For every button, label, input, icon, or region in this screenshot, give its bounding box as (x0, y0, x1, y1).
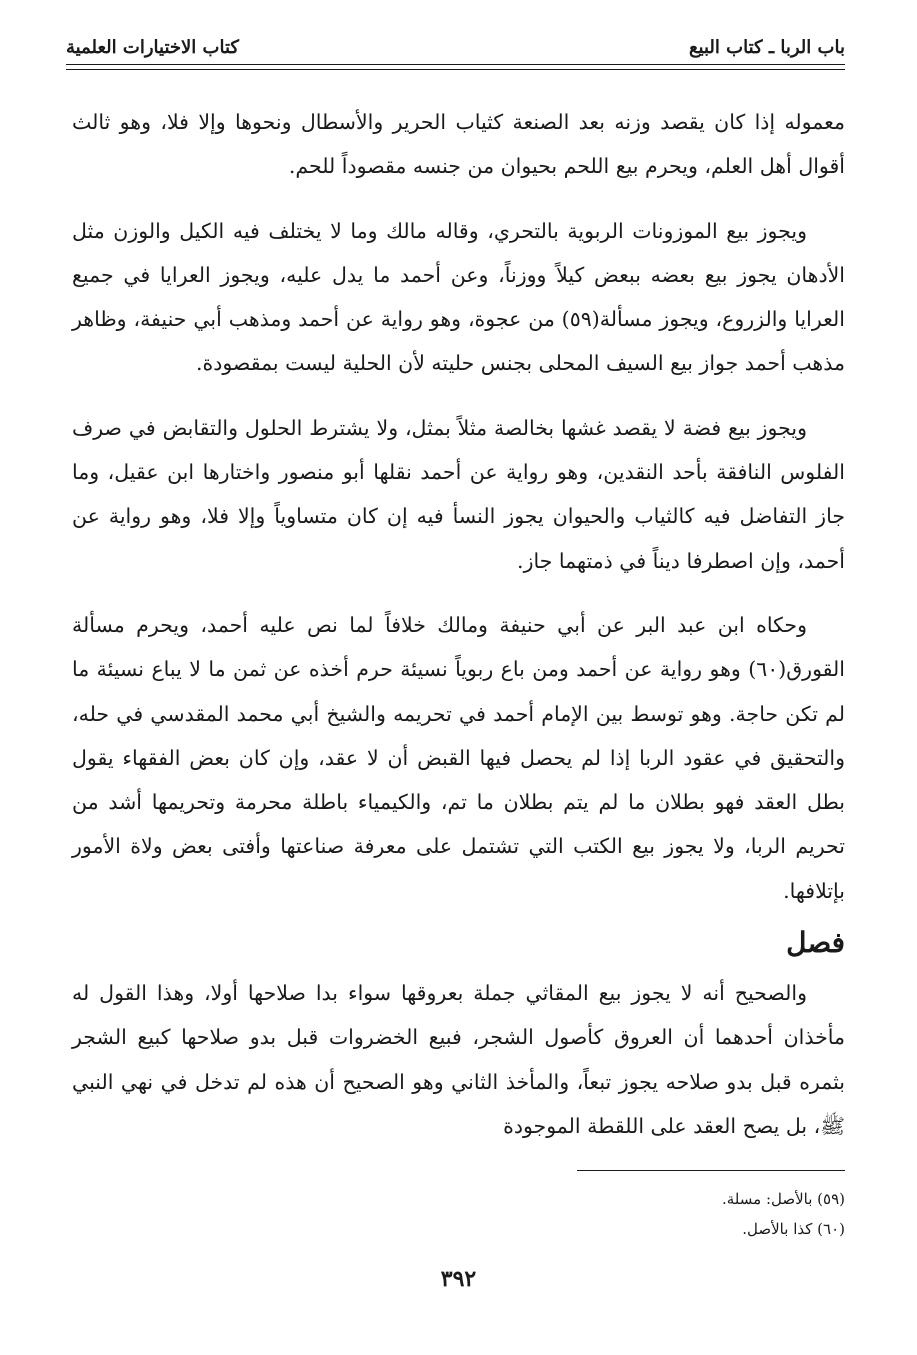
running-header (66, 30, 845, 64)
paragraph-gap (72, 386, 845, 406)
header-rule-thin (66, 69, 845, 70)
header-rule-thick (66, 64, 845, 65)
page-number: ٣٩٢ (440, 1266, 477, 1292)
main-text (72, 100, 845, 1148)
paragraph-3: ويجوز بيع فضة لا يقصد غشها بخالصة مثلاً بمثل، ولا يشترط الحلول والتقابض في صرف الفلوس النافقة بأحد النقدين، وهو رواية عن أحمد نقلها أبو منصور واختارها ابن عقيل، وما جاز التفاضل فيه كالثياب والحيوان يجوز النسأ فيه إن كان متساوياً وإلا فلا، وهو رواية عن أحمد، وإن اصطرفا ديناً في ذمتهما جاز. (72, 415, 845, 573)
paragraph-1: معموله إذا كان يقصد وزنه بعد الصنعة كثياب الحرير والأسطال ونحوها وإلا فلا، وهو ثالث أقوال أهل العلم، ويحرم بيع اللحم بحيوان من جنسه مقصوداً للحم. (72, 110, 845, 179)
paragraph-gap (72, 189, 845, 209)
section-paragraph: والصحيح أنه لا يجوز بيع المقاثي جملة بعروقها سواء بدا صلاحها أولا، وهذا القول له مأخذان أحدهما أن العروق كأصول الشجر، فبيع الخضروات قبل بدو صلاحها كبيع الشجر بثمره قبل بدو صلاحه يجوز تبعاً، والمأخذ الثاني وهو الصحيح أن هذه لم تدخل في نهي النبي ﷺ، بل يصح العقد على اللقطة الموجودة (72, 981, 845, 1138)
paragraph-gap (72, 583, 845, 603)
header-chapter-title: باب الربا ـ كتاب البيع (688, 36, 845, 58)
paragraph-2: ويجوز بيع الموزونات الربوية بالتحري، وقاله مالك وما لا يختلف فيه الكيل والوزن مثل الأدهان يجوز بيع بعضه ببعض كيلاً ووزناً، وعن أحمد ما يدل عليه، ويجوز العرايا في جميع العرايا والزروع، ويجوز مسألة(٥٩) من عجوة، وهو رواية عن أحمد ومذهب أبي حنيفة، وظاهر مذهب أحمد جواز بيع السيف المحلى بجنس حليته لأن الحلية ليست بمقصودة. (72, 218, 845, 376)
footnotes (72, 1184, 845, 1244)
footnote-60: (٦٠) كذا بالأصل. (742, 1220, 845, 1238)
header-book-title: كتاب الاختيارات العلمية (66, 36, 239, 58)
footnote-59: (٥٩) بالأصل: مسلة. (721, 1190, 845, 1208)
footnote-separator (577, 1170, 845, 1171)
section-heading: فصل (786, 926, 845, 960)
paragraph-4: وحكاه ابن عبد البر عن أبي حنيفة ومالك خلافاً لما نص عليه أحمد، ويحرم مسألة القورق(٦٠) وهو رواية عن أحمد ومن باع ربوياً نسيئة حرم أخذه عن ثمن ما لا يباع نسيئة ما لم تكن حاجة. وهو توسط بين الإمام أحمد في تحريمه والشيخ أبي محمد المقدسي في حله، والتحقيق في عقود الربا إذا لم يحصل فيها القبض أن لا عقد، وإن كان بعض الفقهاء يقول بطل العقد فهو بطلان ما لم يتم بطلان ما تم، والكيمياء باطلة محرمة وتحريمها أشد من تحريم الربا، ولا يجوز بيع الكتب التي تشتمل على معرفة صناعتها وأفتى بعض ولاة الأمور بإتلافها. (72, 612, 845, 903)
